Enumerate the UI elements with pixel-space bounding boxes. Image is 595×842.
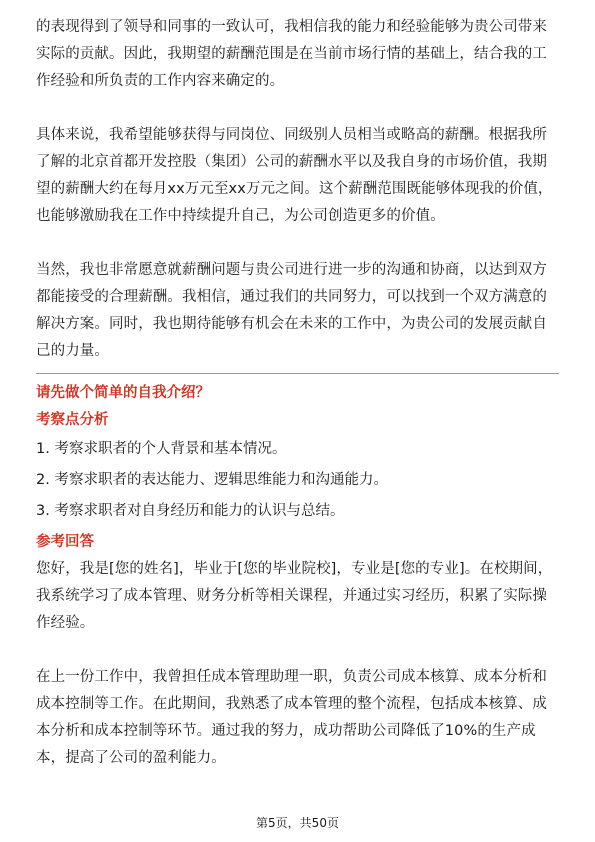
- document-page: [36, 14, 559, 772]
- question-heading: 请先做个简单的自我介绍？: [36, 385, 210, 401]
- intro-paragraph-2: 具体来说，我希望能够获得与同岗位、同级别人员相当或略高的薪酬。根据我所了解的北京首都开发控股（集团）公司的薪酬水平以及我自身的市场价值，我期望的薪酬大约在每月xx万元至xx万元之间。这个薪酬范围既能够体现我的价值，也能够激励我在工作中持续提升自己，为公司创造更多的价值。: [36, 127, 553, 224]
- intro-paragraph-1: 的表现得到了领导和同事的一致认可，我相信我的能力和经验能够为贵公司带来实际的贡献。因此，我期望的薪酬范围是在当前市场行情的基础上，结合我的工作经验和所负责的工作内容来确定的。: [36, 19, 547, 89]
- answer-paragraph-1: 您好，我是[您的姓名]，毕业于[您的毕业院校]，专业是[您的专业]。在校期间，我系统学习了成本管理、财务分析等相关课程，并通过实习经历，积累了实际操作经验。: [36, 561, 553, 631]
- answer-title: 参考回答: [36, 534, 94, 550]
- answer-paragraph-2: 在上一份工作中，我曾担任成本管理助理一职，负责公司成本核算、成本分析和成本控制等工作。在此期间，我熟悉了成本管理的整个流程，包括成本核算、成本分析和成本控制等环节。通过我的努力，成功帮助公司降低了10%的生产成本，提高了公司的盈利能力。: [36, 669, 547, 766]
- analysis-title: 考察点分析: [36, 412, 109, 428]
- intro-paragraph-3: 当然，我也非常愿意就薪酬问题与贵公司进行进一步的沟通和协商，以达到双方都能接受的合理薪酬。我相信，通过我们的共同努力，可以找到一个双方满意的解决方案。同时，我也期待能够有机会在未来的工作中，为贵公司的发展贡献自己的力量。: [36, 262, 547, 359]
- analysis-item: 2. 考察求职者的表达能力、逻辑思维能力和沟通能力。: [36, 472, 388, 488]
- page-number: 第5页，共50页: [256, 816, 339, 830]
- analysis-item: 3. 考察求职者对自身经历和能力的认识与总结。: [36, 503, 345, 519]
- analysis-item: 1. 考察求职者的个人背景和基本情况。: [36, 441, 287, 457]
- section-divider: [36, 373, 559, 374]
